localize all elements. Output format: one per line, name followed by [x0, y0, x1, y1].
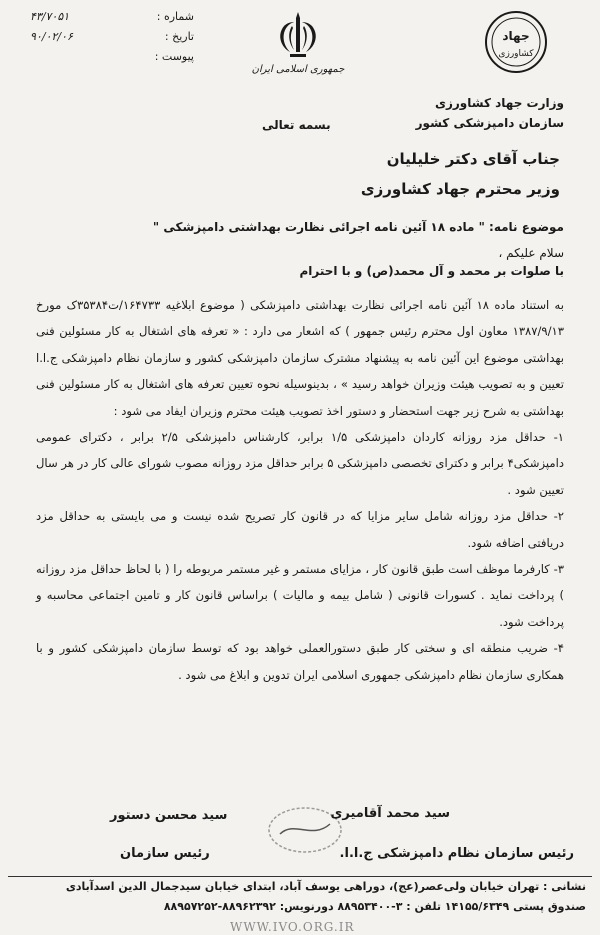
footer-contact: صندوق پستی ۱۴۱۵۵/۶۳۴۹ تلفن : ۳-۸۸۹۵۳۴۰۰ دورنویس: ۸۸۹۶۲۳۹۲-۸۸۹۵۷۲۵۲	[163, 900, 586, 913]
signatory-right-title: رئیس سازمان نظام دامپزشکی ج.ا.ا.	[339, 846, 574, 861]
greeting-line: سلام علیکم ،	[498, 246, 564, 260]
body-paragraph-intro: به استناد ماده ۱۸ آئین نامه اجرائی نظارت بهداشتی دامپزشکی ( موضوع ابلاغیه ۱۶۴۷۳۳/ت۳۵۳۸۴ک مورخ ۱۳۸۷/۹/۱۳ معاون اول محترم رئیس جمهور ) که اشعار می دارد : « تعرفه های اشتغال به کار مسئولین فنی بهداشتی موضوع این آئین نامه به پیشنهاد مشترک سازمان دامپزشکی کشور و سازمان نظام دامپزشکی ج.ا.ا تعیین و به تصویب هیئت وزیران خواهد رسید » ، بدینوسیله نحوه تعیین تعرفه های اشتغال به کار مسئولین فنی بهداشتی به شرح زیر جهت استحضار و دستور اخذ تصویب هیئت محترم وزیران ایفاد می شود :	[36, 298, 564, 418]
emblem-caption: جمهوری اسلامی ایران	[251, 64, 345, 75]
salutation-line: با صلوات بر محمد و آل محمد(ص) و با احترام	[299, 264, 564, 278]
logo-text-primary: جهاد	[502, 29, 530, 43]
letter-subject: موضوع نامه: " ماده ۱۸ آئین نامه اجرائی نظارت بهداشتی دامپزشکی "	[152, 220, 564, 234]
iran-emblem-icon	[268, 8, 328, 66]
letter-meta	[14, 10, 194, 70]
signatory-right-name: سید محمد آقامیری	[330, 806, 450, 821]
body-clause-4: ۴- ضریب منطقه ای و سختی کار طبق دستورالعملی خواهد بود که توسط سازمان دامپزشکی کشور و با همکاری سازمان نظام دامپزشکی جمهوری اسلامی ایران تدوین و ابلاغ می شود .	[36, 641, 564, 682]
ministry-name: وزارت جهاد کشاورزی	[434, 96, 564, 110]
signatory-left-name: سید محسن دستور	[110, 808, 228, 823]
addressee-name: جناب آقای دکتر خلیلیان	[386, 150, 560, 168]
organization-name: سازمان دامپزشکی کشور	[415, 116, 564, 130]
attachment-label: پیوست :	[154, 50, 194, 63]
bismillah: بسمه تعالی	[262, 118, 331, 132]
footer-divider	[8, 876, 592, 877]
letter-body	[36, 292, 564, 688]
signatory-left-title: رئیس سازمان	[120, 846, 210, 861]
number-label: شماره :	[156, 10, 194, 23]
body-clause-2: ۲- حداقل مزد روزانه شامل سایر مزایا که در قانون کار تصریح شده نیست و می بایستی به حداقل مزد دریافتی اضافه شود.	[36, 509, 564, 550]
footer-address: نشانی : تهران خیابان ولی‌عصر(عج)، دوراهی یوسف آباد، ابتدای خیابان سیدجمال الدین اسدآبادی	[65, 880, 586, 893]
addressee-title: وزیر محترم جهاد کشاورزی	[360, 180, 560, 198]
number-value: ۴۳/۷۰۵۱	[30, 10, 70, 23]
date-label: تاریخ :	[164, 30, 194, 43]
body-clause-1: ۱- حداقل مزد روزانه کاردان دامپزشکی ۱/۵ برابر، کارشناس دامپزشکی ۲/۵ برابر ، دکترای عمومی دامپزشکی۴ برابر و دکترای تخصصی دامپزشکی ۵ برابر حداقل مزد روزانه مصوب شورای عالی کار در هر سال تعیین شود .	[36, 430, 565, 497]
date-value: ۹۰/۰۲/۰۶	[30, 30, 73, 43]
website-watermark: WWW.IVO.ORG.IR	[230, 920, 355, 934]
logo-text-secondary: کشاورزی	[498, 49, 534, 59]
jahad-keshavarzi-logo-icon	[478, 8, 554, 76]
body-clause-3: ۳- کارفرما موظف است طبق قانون کار ، مزایای مستمر و غیر مستمر مربوطه را ( با لحاظ حداقل مزد روزانه ) پرداخت نماید . کسورات قانونی ( شامل بیمه و مالیات ) براساس قانون کار و تامین اجتماعی محاسبه و پرداخت شود.	[36, 562, 564, 629]
